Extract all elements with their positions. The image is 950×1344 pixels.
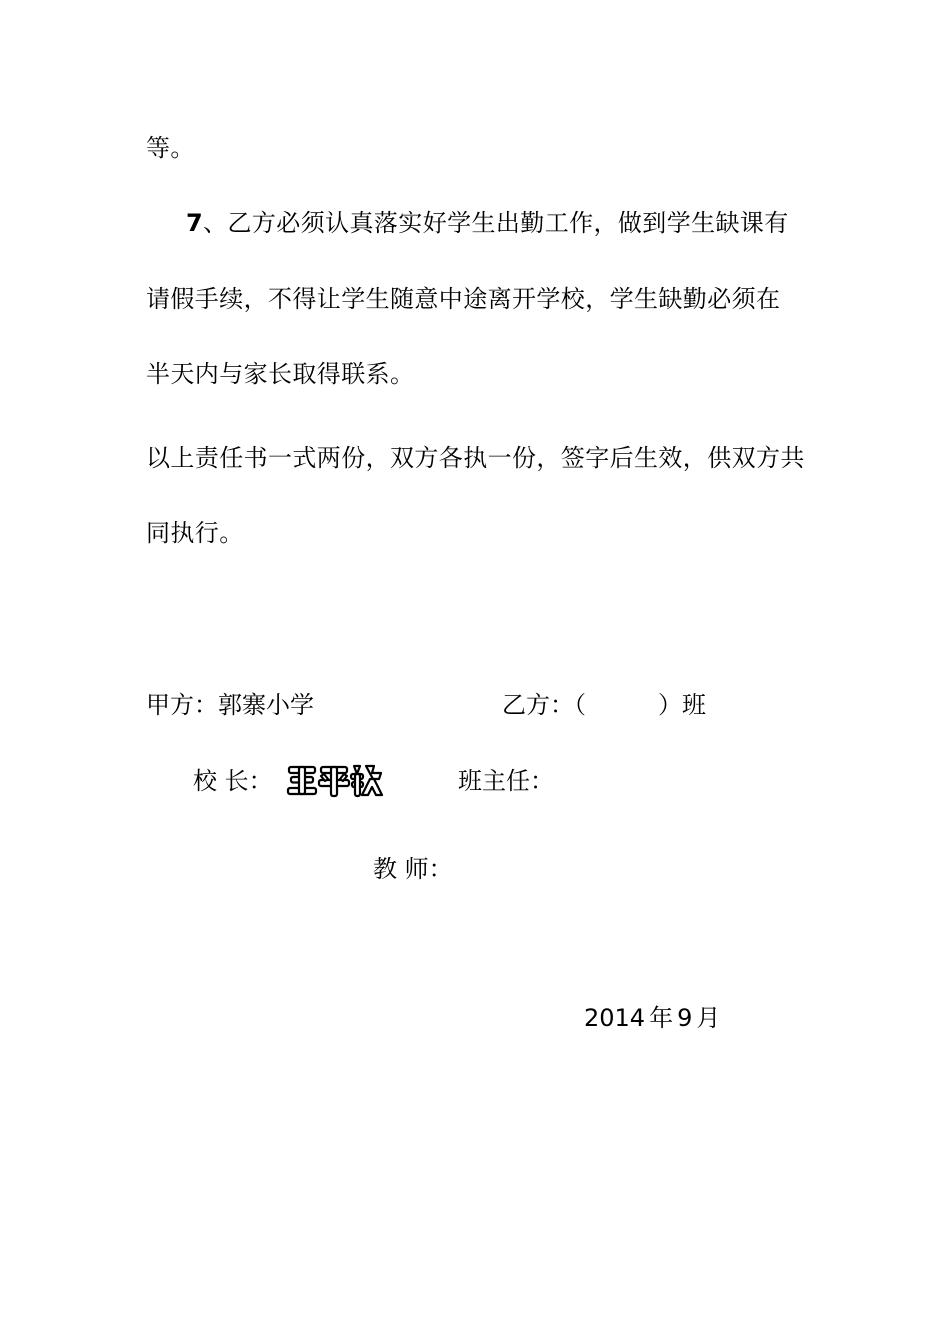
item-7-line-3 xyxy=(146,358,414,390)
closing-line-2-text: 同执行。 xyxy=(146,519,244,547)
item-7-number: 7 xyxy=(186,209,204,237)
date-year-unit: 年 xyxy=(649,1004,674,1032)
paragraph-tail-text: 等。 xyxy=(146,134,195,162)
party-b-suffix: ）班 xyxy=(658,691,706,719)
item-7-line-1-text: 、乙方必须认真落实好学生出勤工作，做到学生缺课有 xyxy=(203,209,789,237)
principal-signature xyxy=(286,762,384,798)
item-7-line-2 xyxy=(146,283,780,315)
class-teacher-label: 班主任： xyxy=(458,767,554,795)
item-7-line-1 xyxy=(186,207,789,239)
document-date xyxy=(584,1002,720,1034)
item-7-line-2-text: 请假手续，不得让学生随意中途离开学校，学生缺勤必须在 xyxy=(146,285,781,313)
party-a-label: 甲方：郭寨小学 xyxy=(146,691,314,719)
date-year: 2014 xyxy=(584,1004,646,1032)
closing-line-1-text: 以上责任书一式两份，双方各执一份，签字后生效，供双方共 xyxy=(146,444,805,472)
closing-line-2 xyxy=(146,517,244,549)
date-month: 9 xyxy=(677,1004,693,1032)
item-7-line-3-text: 半天内与家长取得联系。 xyxy=(146,360,415,388)
paragraph-tail xyxy=(146,132,195,164)
date-month-unit: 月 xyxy=(696,1004,721,1032)
party-b-prefix: 乙方：（ xyxy=(502,691,586,719)
closing-line-1 xyxy=(146,442,805,474)
principal-label: 校 长： xyxy=(193,767,273,795)
teacher-label: 教 师： xyxy=(373,855,453,883)
